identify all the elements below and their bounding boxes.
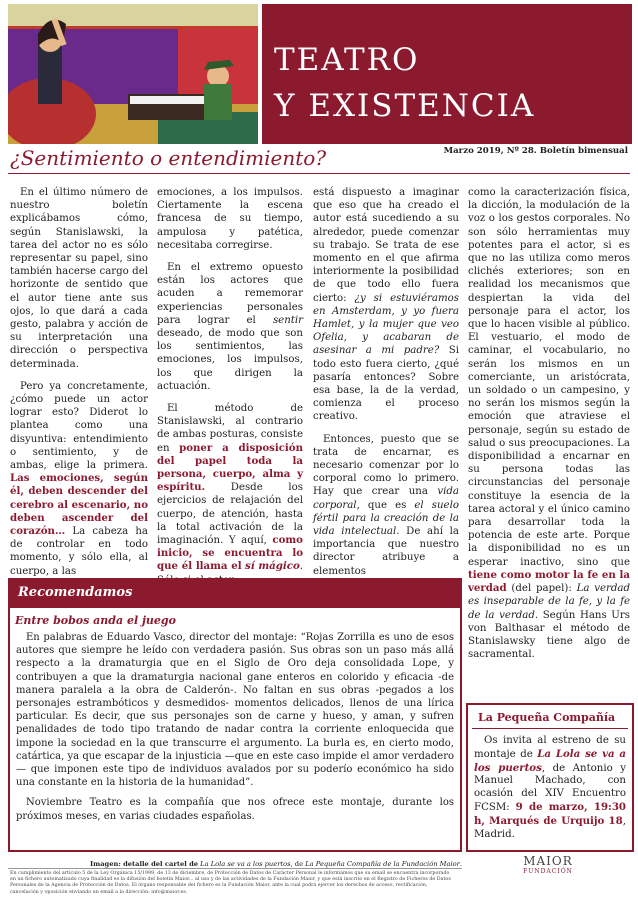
paragraph xyxy=(313,433,459,578)
text-run: , de xyxy=(290,860,304,868)
highlight-text: poner a disposición del papel toda la persona, cuerpo, alma y espíritu. xyxy=(157,441,303,494)
paragraph: En el último número de nuestro boletín explicábamos cómo, según Stanislawski, la tarea del actor no es sólo representar su papel, sino también hacerse cargo del horizonte de sentido que el autor tiene ante sus ojos, lo que dará a cada gesto, palabra y acción de su interpretación una dirección o perspectiva determinada. xyxy=(10,187,148,370)
paragraph xyxy=(468,186,630,661)
highlight-text: Las emociones, según él, deben descender del cerebro al escenario, no deben ascender del corazón… xyxy=(10,472,148,538)
text-run: está dispuesto a imaginar que eso que ha creado el autor está sucediendo a su alrededor, puede comenzar su trabajo. Se trata de ese momento en el que afirma interiormente la posibilidad de que todo ello fuera cierto: xyxy=(313,187,459,304)
recommendation-heading: Recomendamos xyxy=(10,580,460,608)
title-line-1: TEATRO xyxy=(274,42,420,78)
maior-logo xyxy=(520,854,576,875)
paragraph: En palabras de Eduardo Vasco, director del montaje: “Rojas Zorrilla es uno de esos autores que siempre he leído con verdadera pasión. Sus obras son un paso más allá respecto a la dramaturgia que en el Siglo de Oro deja consolidada Lope, y contribuyen a que la dramaturgia nacional gane enteros en colorido y eficacia -de manera paralela a la obra de Calderón-. No faltan en sus obras -pegados a los personajes estrambóticos y desmedidos- momentos delicados, llenos de una lírica particular. Es decir, que sus personajes son de carne y hueso, y aman, y sufren penalidades de todo tipo tratando de nadar contra la corriente enloquecida que impone la sociedad en la que transcurre el argumento. La burla es, en cierto modo, catártica, ya que escapar de la injusticia —que en este caso impide el amor verdadero— que imponen este tipo de individuos avalados por su poderío económico ha sido una constante en la historia de la humanidad”. xyxy=(16,632,454,789)
company-box xyxy=(466,703,634,852)
text-run: El método de Stanislawski, al contrario de ambas posturas, consiste en xyxy=(157,403,304,454)
text-run: , de Antonio y Manuel Machado, con ocasión del XIV Encuentro FCSM: xyxy=(474,762,627,813)
logo-subtitle: FUNDACIÓN xyxy=(523,868,573,875)
emphasis-text: el suelo fértil para la creación de la vida intelectual xyxy=(313,499,459,538)
title-banner xyxy=(262,4,632,144)
paragraph: Noviembre Teatro es la compañía que nos ofrece este montaje, durante los próximos meses, en varias ciudades españolas. xyxy=(16,797,454,822)
text-run: Desde los ejercicios de relajación del cuerpo, de atención, hasta la total activación de la imaginación. Y aquí, xyxy=(157,482,303,547)
text-run: En el extremo opuesto están los actores que acuden a rememorar experiencias personales para lograr el xyxy=(157,262,303,326)
company-body xyxy=(468,729,632,841)
paragraph xyxy=(313,186,459,424)
recommendation-body xyxy=(10,631,460,823)
company-heading: La Pequeña Compañía xyxy=(472,705,628,729)
text-run: . Según Hans Urs von Balthasar el método de Stanislawsky tiene algo de sacramental. xyxy=(468,609,630,661)
title-line-2: Y EXISTENCIA xyxy=(274,88,536,124)
paragraph: emociones, a los impulsos. Ciertamente la escena francesa de su tiempo, ampulosa y patética, necesitaba corregirse. xyxy=(157,187,303,251)
emphasis-text: vida corporal xyxy=(313,486,459,511)
text-run: . xyxy=(459,860,462,868)
logo-name: MAIOR xyxy=(523,854,573,868)
recommendation-box xyxy=(8,578,462,852)
text-run: . xyxy=(299,561,303,573)
legal-notice: En cumplimiento del artículo 5 de la Ley Orgánica 15/1999, de 13 de diciembre, de Protección de Datos de Carácter Personal le informamos que su email se encuentra incorporado en un fichero automatizado cuya finalidad es la difusión del boletín Maior... al uso y de las actividades de la Fundación Maior, y que está inscrito en el Registro de Ficheros de Datos Personales de la Agencia de Protección de Datos. El órgano responsable del fichero es la Fundación Maior, ante la cual podrá ejercer los derechos de acceso, rectificación, cancelación y oposición enviando un email a la dirección: info@maior.es. xyxy=(10,871,451,895)
text-run: Pero ya concretamente, ¿cómo puede un actor lograr esto? Diderot lo plantea como una disyuntiva: entendimiento o sentimiento, y de ambas, elige la primera. xyxy=(10,380,148,472)
article-column-1 xyxy=(10,186,148,587)
highlight-emphasis: sí mágico xyxy=(245,560,300,573)
caption-emphasis: La Pequeña Compañía de la Fundación Maior xyxy=(305,860,460,868)
recommendation-subtitle: Entre bobos anda el juego xyxy=(15,614,176,627)
highlight-text: como inicio, se encuentra lo que él llama el xyxy=(157,534,303,573)
emphasis-text: ¿y si estuviéramos en Amsterdam, y yo fuera Hamlet, y la mujer que veo Ofelia, y acabaran de asesinar a mi padre? xyxy=(313,292,459,357)
divider xyxy=(8,173,630,174)
emphasis-text: La verdad es inseparable de la fe, y la fe de la verdad xyxy=(468,583,630,621)
article-column-2 xyxy=(157,186,303,596)
divider xyxy=(8,868,462,869)
issue-info: Marzo 2019, Nº 28. Boletín bimensual xyxy=(443,146,628,156)
highlight-text: tiene como motor la fe en la verdad xyxy=(468,568,630,595)
caption-emphasis: La Lola se va a los puertos xyxy=(200,860,291,868)
text-run: (del papel): xyxy=(511,583,572,595)
image-caption xyxy=(8,860,462,868)
text-run: Entonces, puesto que se trata de encarnar, es necesario comenzar por lo corporal como lo primero. Hay que crear una xyxy=(313,433,459,498)
highlight-text: 9 de marzo, 19:30 h, Marqués de Urquijo 18 xyxy=(474,800,626,827)
paragraph xyxy=(157,261,303,393)
paragraph xyxy=(10,380,148,578)
text-run: , que es xyxy=(356,499,407,511)
caption-label: Imagen: detalle del cartel de xyxy=(89,860,198,868)
text-run: Os invita al estreno de su montaje de xyxy=(474,735,626,760)
text-run: deseado, de modo que son los sentimientos, las emociones, los impulsos, los que dirigen la actuación. xyxy=(157,328,303,392)
text-run: . De ahí la importancia que nuestro director atribuye a elementos xyxy=(313,526,459,577)
text-run: , Madrid. xyxy=(474,815,626,840)
text-run: como la caracterización física, la dicción, la modulación de la voz o los gestos corporales. No son sólo herramientas muy potentes para el actor, si es que no las utiliza como meros clichés exteriores; son en realidad los mecanismos que despiertan la vida del personaje para el actor, los que lo hacen visible al público. El vestuario, el modo de caminar, el vocabulario, no serán los mismos en un comerciante, un aristócrata, un soldado o un campesino, y no serán los mismos según la emoción que atraviese el personaje, según su estado de salud o sus preocupaciones. La disponibilidad a encarnar en su persona todas las circunstancias del personaje constituye la esencia de la tarea actoral y el único camino para desarrollar toda la potencia de este arte. Porque la disponibilidad no es un esperar inactivo, sino que xyxy=(468,187,630,568)
text-run: La cabeza ha de controlar en todo momento, y sólo ella, al cuerpo, a las xyxy=(10,526,148,577)
header-illustration xyxy=(8,4,258,144)
highlight-emphasis: La Lola se va a los puertos xyxy=(474,747,627,774)
article-headline: ¿Sentimiento o entendimiento? xyxy=(10,146,327,170)
article-column-3 xyxy=(313,186,459,587)
emphasis-text: sentir xyxy=(272,314,303,326)
paragraph xyxy=(157,402,303,587)
article-column-4 xyxy=(468,186,630,670)
text-run: Si todo esto fuera cierto, ¿qué pasaría entonces? Sobre esa base, la de la verdad, comienza el proceso creativo. xyxy=(313,345,459,423)
